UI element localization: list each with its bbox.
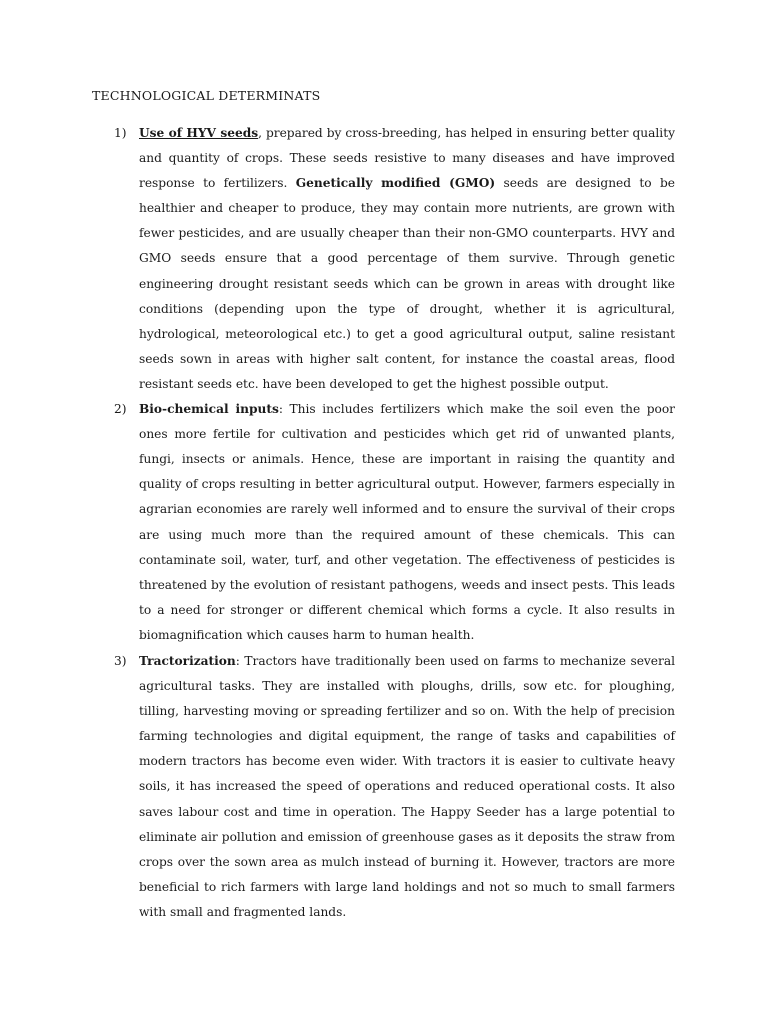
item-text: , prepared by cross-breeding, has helped in ensuring better quality and quantity of crops. These seeds resistive to many diseases and have improved response to fertilizers. (139, 126, 675, 191)
item-text: seeds are designed to be healthier and cheaper to produce, they may contain more nutrients, are grown with fewer pesticides, and are usually cheaper than their non-GMO counterparts. HVY and GMO seeds ensure that a good percentage of them survive. Through genetic engineering drought resistant seeds which can be grown in areas with drought like conditions (depending upon the type of drought, whether it is agricultural, hydrological, meteorological etc.) to get a good agricultural output, saline resistant seeds sown in areas with higher salt content, for instance the coastal areas, flood resistant seeds etc. have been developed to get the highest possible output. (139, 176, 675, 391)
list-item (114, 649, 675, 925)
item-number: 3) (114, 653, 127, 668)
item-lead-term: Tractorization (139, 653, 236, 668)
item-bold-term: Genetically modified (GMO) (295, 176, 496, 191)
item-text: : Tractors have traditionally been used on farms to mechanize several agricultural tasks. They are installed with ploughs, drills, sow etc. for ploughing, tilling, harvesting moving or spreading fertilizer and so on. With the help of precision farming technologies and digital equipment, the range of tasks and capabilities of modern tractors has become even wider. With tractors it is easier to cultivate heavy soils, it has increased the speed of operations and reduced operational costs. It also saves labour cost and time in operation. The Happy Seeder has a large potential to eliminate air pollution and emission of greenhouse gases as it deposits the straw from crops over the sown area as mulch instead of burning it. However, tractors are more beneficial to rich farmers with large land holdings and not so much to small farmers with small and fragmented lands. (139, 653, 675, 919)
item-lead-term: Bio-chemical inputs (139, 402, 279, 417)
item-number: 1) (114, 126, 127, 140)
item-lead-term: Use of HYV seeds (139, 126, 259, 140)
determinants-list (114, 121, 676, 925)
list-item (114, 121, 675, 397)
item-number: 2) (114, 402, 127, 417)
item-text: : This includes fertilizers which make the soil even the poor ones more fertile for cultivation and pesticides which get rid of unwanted plants, fungi, insects or animals. Hence, these are important in raising the quantity and quality of crops resulting in better agricultural output. However, farmers especially in agrarian economies are rarely well informed and to ensure the survival of their crops are using much more than the required amount of these chemicals. This can contaminate soil, water, turf, and other vegetation. The effectiveness of pesticides is threatened by the evolution of resistant pathogens, weeds and insect pests. This leads to a need for stronger or different chemical which forms a cycle. It also results in biomagnification which causes harm to human health. (139, 402, 676, 642)
document-heading: TECHNOLOGICAL DETERMINATS (92, 88, 321, 103)
list-item (114, 397, 676, 648)
